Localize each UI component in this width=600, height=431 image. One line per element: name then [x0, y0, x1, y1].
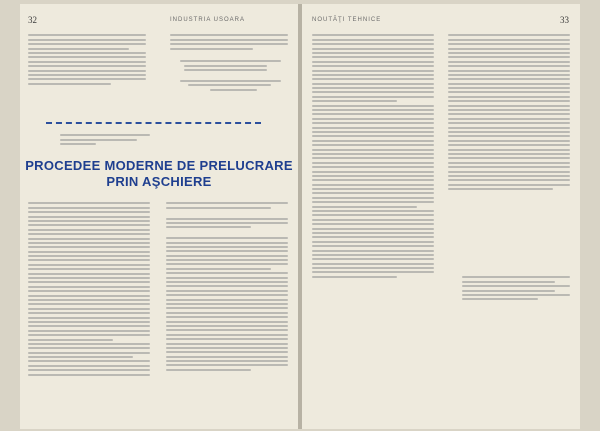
body-right-column — [166, 200, 288, 373]
right-left-column — [312, 32, 434, 280]
upper-right-column — [170, 32, 288, 93]
caption-block — [60, 132, 150, 148]
running-head: INDUSTRIA USOARA — [170, 17, 246, 23]
separator-rule — [46, 122, 261, 124]
article-subtitle: PRIN AŞCHIERE — [106, 174, 212, 189]
page-number: 33 — [560, 15, 569, 25]
running-head: NOUTĂŢI TEHNICE — [312, 17, 382, 23]
bottom-note — [462, 274, 570, 303]
upper-left-column — [28, 32, 146, 87]
body-left-column — [28, 200, 150, 378]
right-right-column — [448, 32, 570, 192]
right-page — [302, 4, 580, 429]
article-title: PROCEDEE MODERNE DE PRELUCRARE — [25, 158, 293, 173]
left-page — [20, 4, 298, 429]
page-number: 32 — [28, 15, 37, 25]
